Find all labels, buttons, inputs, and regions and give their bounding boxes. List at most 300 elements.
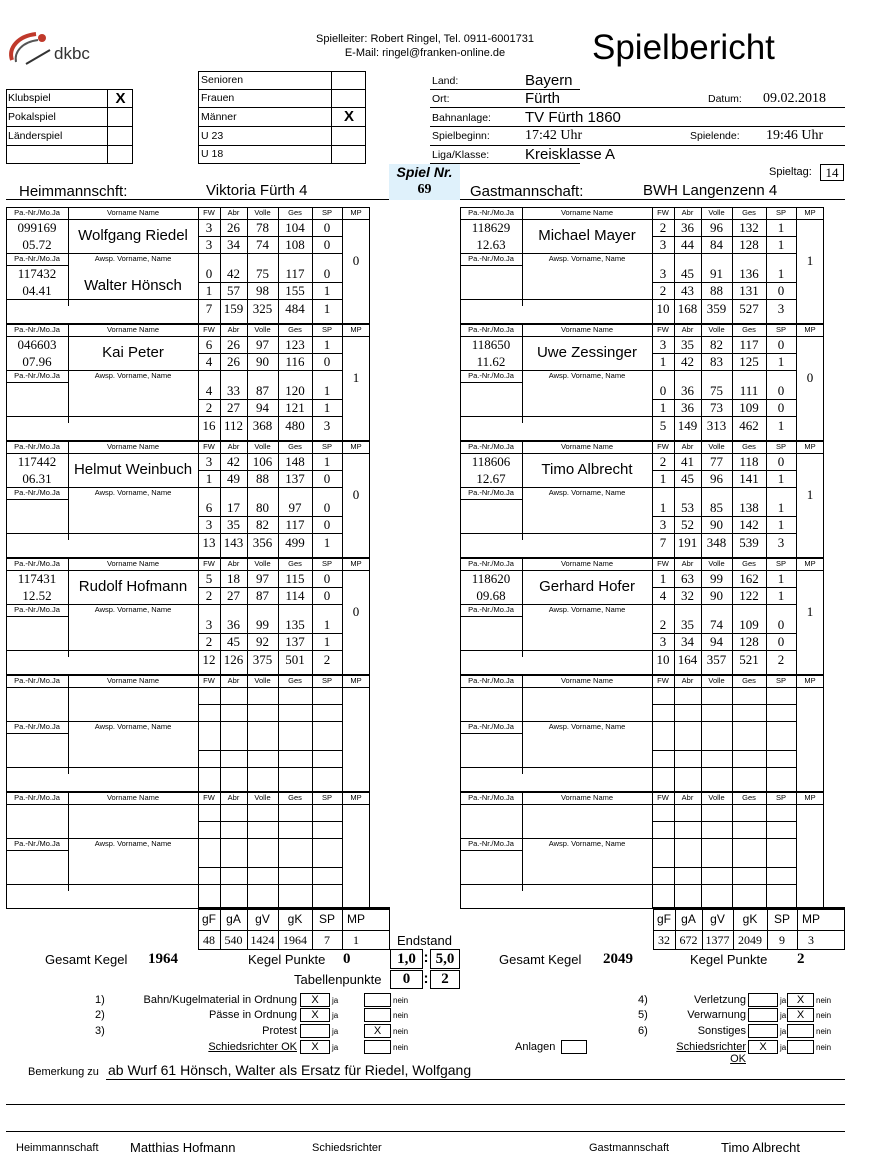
match-points[interactable]: 1 xyxy=(806,487,814,502)
score-cell[interactable]: 122 xyxy=(739,588,759,603)
total-cell[interactable]: 168 xyxy=(677,301,698,316)
player-pass-number[interactable]: 117431 xyxy=(17,571,57,586)
score-cell[interactable]: 1 xyxy=(777,588,785,603)
score-cell[interactable]: 42 xyxy=(681,354,694,369)
score-cell[interactable]: 32 xyxy=(681,588,694,603)
score-cell[interactable]: 2 xyxy=(659,454,667,469)
score-cell[interactable]: 43 xyxy=(681,283,694,298)
score-cell[interactable]: 91 xyxy=(710,266,723,281)
total-cell[interactable]: 3 xyxy=(323,418,331,433)
player-pass-number[interactable]: 117442 xyxy=(17,454,57,469)
home-team-name: Viktoria Fürth 4 xyxy=(206,182,308,199)
score-cell[interactable]: 3 xyxy=(205,220,213,235)
score-cell[interactable]: 1 xyxy=(323,400,331,415)
score-cell[interactable]: 1 xyxy=(659,354,667,369)
score-cell[interactable]: 109 xyxy=(739,617,759,632)
sig-away-name: Timo Albrecht xyxy=(721,1140,800,1155)
player-pass-number[interactable]: 118650 xyxy=(471,337,511,352)
player-name[interactable]: Timo Albrecht xyxy=(541,461,633,478)
check-nein-box[interactable] xyxy=(364,1040,391,1054)
score-cell[interactable]: 94 xyxy=(256,400,269,415)
total-cell[interactable]: 357 xyxy=(706,652,727,667)
check-nein-box[interactable] xyxy=(364,1008,391,1022)
score-cell[interactable]: 35 xyxy=(227,517,240,532)
sig-home-name: Matthias Hofmann xyxy=(130,1140,236,1155)
score-cell[interactable]: 92 xyxy=(256,634,269,649)
total-cell[interactable]: 149 xyxy=(677,418,698,433)
score-cell[interactable]: 3 xyxy=(659,266,667,281)
score-cell[interactable]: 125 xyxy=(739,354,759,369)
player-name[interactable]: Uwe Zessinger xyxy=(536,344,638,361)
totals-header: gV xyxy=(710,912,725,926)
sp-header: SP xyxy=(321,676,332,685)
score-cell[interactable]: 132 xyxy=(739,220,759,235)
check-ja-box[interactable] xyxy=(748,993,778,1007)
score-cell[interactable]: 94 xyxy=(710,634,723,649)
score-cell[interactable]: 142 xyxy=(739,517,759,532)
score-cell[interactable]: 97 xyxy=(256,571,269,586)
score-cell[interactable]: 128 xyxy=(739,237,759,252)
score-cell[interactable]: 97 xyxy=(288,500,302,515)
score-cell[interactable]: 138 xyxy=(739,500,759,515)
score-cell[interactable]: 45 xyxy=(681,266,694,281)
total-cell[interactable]: 356 xyxy=(252,535,273,550)
score-cell[interactable]: 26 xyxy=(227,354,240,369)
total-cell[interactable]: 191 xyxy=(677,535,698,550)
score-cell[interactable]: 120 xyxy=(285,383,305,398)
total-cell[interactable]: 313 xyxy=(706,418,727,433)
player-birth-month[interactable]: 12.67 xyxy=(476,471,506,486)
score-cell[interactable]: 0 xyxy=(777,337,785,352)
player-name[interactable]: Gerhard Hofer xyxy=(539,578,635,595)
score-cell[interactable]: 57 xyxy=(227,283,240,298)
score-cell[interactable]: 53 xyxy=(681,500,694,515)
score-cell[interactable]: 148 xyxy=(285,454,305,469)
score-cell[interactable]: 4 xyxy=(659,588,667,603)
player-birth-month[interactable]: 11.62 xyxy=(476,354,506,369)
check-ja-box[interactable]: X xyxy=(300,1008,330,1022)
score-cell[interactable]: 1 xyxy=(777,517,785,532)
check-nein-box[interactable]: X xyxy=(787,993,814,1007)
score-cell[interactable]: 115 xyxy=(285,571,305,586)
score-cell[interactable]: 80 xyxy=(256,500,269,515)
player-birth-month[interactable]: 12.52 xyxy=(22,588,52,603)
score-cell[interactable]: 1 xyxy=(777,571,785,586)
match-points[interactable]: 0 xyxy=(352,487,360,502)
score-cell[interactable]: 117 xyxy=(739,337,759,352)
score-home: 1,0 xyxy=(390,949,423,969)
score-cell[interactable]: 73 xyxy=(710,400,723,415)
abr-header: Abr xyxy=(681,208,694,217)
score-cell[interactable]: 1 xyxy=(659,500,667,515)
score-cell[interactable]: 0 xyxy=(777,617,785,632)
total-cell[interactable]: 1 xyxy=(323,301,331,316)
check-ja-box[interactable] xyxy=(748,1008,778,1022)
check-ja-box[interactable]: X xyxy=(300,993,330,1007)
score-cell[interactable]: 35 xyxy=(681,617,694,632)
score-cell[interactable]: 85 xyxy=(710,500,723,515)
score-cell[interactable]: 27 xyxy=(227,400,240,415)
anlagen-label: Anlagen xyxy=(515,1041,556,1053)
score-cell[interactable]: 75 xyxy=(710,383,723,398)
score-cell[interactable]: 36 xyxy=(681,383,694,398)
score-cell[interactable]: 111 xyxy=(739,383,759,398)
score-cell[interactable]: 90 xyxy=(710,588,723,603)
score-cell[interactable]: 0 xyxy=(777,454,785,469)
total-cell[interactable]: 112 xyxy=(223,418,244,433)
score-cell[interactable]: 45 xyxy=(681,471,694,486)
abr-header: Abr xyxy=(227,208,240,217)
score-cell[interactable]: 136 xyxy=(739,266,759,281)
totals-header: gF xyxy=(656,912,671,926)
total-cell[interactable]: 521 xyxy=(739,652,759,667)
score-cell[interactable]: 41 xyxy=(681,454,694,469)
totals-header: gK xyxy=(742,912,758,926)
score-cell[interactable]: 27 xyxy=(227,588,240,603)
score-cell[interactable]: 3 xyxy=(659,634,667,649)
score-cell[interactable]: 90 xyxy=(256,354,269,369)
total-cell[interactable]: 13 xyxy=(202,535,216,550)
score-cell[interactable]: 49 xyxy=(227,471,240,486)
total-cell[interactable]: 3 xyxy=(777,301,785,316)
total-cell[interactable]: 348 xyxy=(706,535,727,550)
player-name[interactable]: Rudolf Hofmann xyxy=(78,578,188,595)
score-cell[interactable]: 106 xyxy=(252,454,273,469)
score-cell[interactable]: 1 xyxy=(659,400,667,415)
score-cell[interactable]: 118 xyxy=(739,454,759,469)
total-cell[interactable]: 143 xyxy=(223,535,244,550)
score-cell[interactable]: 63 xyxy=(681,571,694,586)
score-cell[interactable]: 78 xyxy=(256,220,269,235)
abr-header: Abr xyxy=(681,793,694,802)
check-ja-box[interactable]: X xyxy=(748,1040,778,1054)
score-cell[interactable]: 99 xyxy=(256,617,269,632)
score-cell[interactable]: 33 xyxy=(227,383,240,398)
score-cell[interactable]: 0 xyxy=(323,500,331,515)
score-cell[interactable]: 36 xyxy=(227,617,240,632)
total-cell[interactable]: 10 xyxy=(656,652,670,667)
abr-header: Abr xyxy=(681,325,694,334)
score-cell[interactable]: 87 xyxy=(256,588,269,603)
score-cell[interactable]: 4 xyxy=(205,354,213,369)
total-cell[interactable]: 159 xyxy=(223,301,244,316)
fw-header: FW xyxy=(203,793,215,802)
total-cell[interactable]: 499 xyxy=(285,535,305,550)
email-line: E-Mail: ringel@franken-online.de xyxy=(344,47,506,59)
awsp-header: Awsp. Vorname, Name xyxy=(548,371,626,380)
total-cell[interactable]: 539 xyxy=(739,535,759,550)
score-cell[interactable]: 1 xyxy=(777,266,785,281)
score-cell[interactable]: 123 xyxy=(285,337,305,352)
total-cell[interactable]: 2 xyxy=(323,652,331,667)
score-cell[interactable]: 2 xyxy=(659,283,667,298)
score-cell[interactable]: 42 xyxy=(227,266,240,281)
score-cell[interactable]: 116 xyxy=(285,354,305,369)
score-cell[interactable]: 88 xyxy=(710,283,723,298)
score-cell[interactable]: 0 xyxy=(323,237,331,252)
total-cell[interactable]: 2 xyxy=(777,652,785,667)
total-cell[interactable]: 1 xyxy=(323,535,331,550)
score-cell[interactable]: 0 xyxy=(659,383,667,398)
total-cell[interactable]: 164 xyxy=(677,652,698,667)
score-cell[interactable]: 0 xyxy=(323,471,331,486)
score-cell[interactable]: 121 xyxy=(285,400,305,415)
total-cell[interactable]: 16 xyxy=(202,418,216,433)
score-cell[interactable]: 35 xyxy=(681,337,694,352)
nein-label: nein xyxy=(816,1027,832,1036)
check-ja-box[interactable]: X xyxy=(300,1040,330,1054)
total-cell[interactable]: 368 xyxy=(252,418,273,433)
check-number: 2) xyxy=(95,1009,105,1021)
total-cell[interactable]: 462 xyxy=(739,418,759,433)
score-cell[interactable]: 0 xyxy=(323,588,331,603)
score-cell[interactable]: 3 xyxy=(205,517,213,532)
match-points[interactable]: 1 xyxy=(806,604,814,619)
score-cell[interactable]: 0 xyxy=(323,571,331,586)
pa-header: Pa.-Nr./Mo.Ja xyxy=(14,488,60,497)
score-cell[interactable]: 52 xyxy=(681,517,694,532)
score-cell[interactable]: 36 xyxy=(681,220,694,235)
score-cell[interactable]: 3 xyxy=(659,337,667,352)
match-points[interactable]: 0 xyxy=(352,604,360,619)
score-cell[interactable]: 2 xyxy=(659,617,667,632)
check-number: 5) xyxy=(638,1009,648,1021)
score-cell[interactable]: 109 xyxy=(739,400,759,415)
check-ja-box[interactable] xyxy=(748,1024,778,1038)
score-cell[interactable]: 1 xyxy=(323,283,331,298)
ges-header: Ges xyxy=(288,208,302,217)
score-cell[interactable]: 44 xyxy=(681,237,694,252)
score-cell[interactable]: 0 xyxy=(205,266,213,281)
score-cell[interactable]: 6 xyxy=(205,500,213,515)
sub-pass-number[interactable]: 117432 xyxy=(17,266,57,281)
score-cell[interactable]: 17 xyxy=(227,500,240,515)
category-mark-2[interactable]: X xyxy=(343,108,354,125)
player-birth-month[interactable]: 12.63 xyxy=(476,237,506,252)
total-cell[interactable]: 484 xyxy=(285,301,305,316)
score-cell[interactable]: 1 xyxy=(323,617,331,632)
score-cell[interactable]: 75 xyxy=(256,266,269,281)
ges-header: Ges xyxy=(742,442,756,451)
total-cell[interactable]: 480 xyxy=(285,418,305,433)
total-cell[interactable]: 12 xyxy=(202,652,216,667)
player-pass-number[interactable]: 099169 xyxy=(17,220,57,235)
score-cell[interactable]: 131 xyxy=(739,283,759,298)
ja-label: ja xyxy=(332,996,339,1005)
name-header: Vorname Name xyxy=(106,676,160,685)
score-cell[interactable]: 3 xyxy=(659,237,667,252)
score-cell[interactable]: 3 xyxy=(205,454,213,469)
total-cell[interactable]: 5 xyxy=(659,418,667,433)
anlagen-box[interactable] xyxy=(561,1040,587,1054)
total-cell[interactable]: 1 xyxy=(777,418,785,433)
logo xyxy=(6,30,106,70)
score-cell[interactable]: 87 xyxy=(256,383,269,398)
player-birth-month[interactable]: 06.31 xyxy=(22,471,52,486)
match-points[interactable]: 1 xyxy=(806,253,814,268)
score-cell[interactable]: 98 xyxy=(256,283,269,298)
score-cell[interactable]: 5 xyxy=(205,571,213,586)
score-cell[interactable]: 74 xyxy=(710,617,723,632)
score-cell[interactable]: 2 xyxy=(205,400,213,415)
score-cell[interactable]: 1 xyxy=(205,471,213,486)
totals-value: 2049 xyxy=(738,933,762,947)
score-cell[interactable]: 1 xyxy=(777,500,785,515)
score-cell[interactable]: 1 xyxy=(659,571,667,586)
score-cell[interactable]: 1 xyxy=(777,220,785,235)
player-birth-month[interactable]: 05.72 xyxy=(22,237,52,252)
score-cell[interactable]: 1 xyxy=(777,471,785,486)
total-cell[interactable]: 7 xyxy=(659,535,667,550)
player-name[interactable]: Helmut Weinbuch xyxy=(73,461,193,478)
total-cell[interactable]: 325 xyxy=(252,301,273,316)
total-cell[interactable]: 375 xyxy=(252,652,273,667)
score-cell[interactable]: 1 xyxy=(323,337,331,352)
score-cell[interactable]: 0 xyxy=(323,354,331,369)
score-cell[interactable]: 155 xyxy=(285,283,305,298)
score-cell[interactable]: 34 xyxy=(227,237,240,252)
player-pass-number[interactable]: 118606 xyxy=(471,454,511,469)
check-nein-box[interactable]: X xyxy=(787,1008,814,1022)
score-cell[interactable]: 0 xyxy=(777,283,785,298)
score-cell[interactable]: 45 xyxy=(227,634,240,649)
total-cell[interactable]: 3 xyxy=(777,535,785,550)
score-cell[interactable]: 1 xyxy=(777,354,785,369)
score-cell[interactable]: 26 xyxy=(227,337,240,352)
player-name[interactable]: Michael Mayer xyxy=(538,227,636,244)
score-cell[interactable]: 84 xyxy=(710,237,723,252)
sub-birth-month[interactable]: 04.41 xyxy=(22,283,52,298)
score-cell[interactable]: 99 xyxy=(710,571,723,586)
total-cell[interactable]: 359 xyxy=(706,301,727,316)
score-cell[interactable]: 97 xyxy=(256,337,269,352)
check-nein-box[interactable] xyxy=(787,1024,814,1038)
ja-label: ja xyxy=(332,1043,339,1052)
score-cell[interactable]: 1 xyxy=(323,634,331,649)
score-cell[interactable]: 1 xyxy=(323,383,331,398)
score-cell[interactable]: 96 xyxy=(710,220,723,235)
check-nein-box[interactable] xyxy=(787,1040,814,1054)
remark-text[interactable]: ab Wurf 61 Hönsch, Walter als Ersatz für Riedel, Wolfgang xyxy=(108,1062,472,1078)
check-nein-box[interactable] xyxy=(364,993,391,1007)
pa-header: Pa.-Nr./Mo.Ja xyxy=(14,559,60,568)
score-cell[interactable]: 162 xyxy=(739,571,759,586)
score-cell[interactable]: 2 xyxy=(205,588,213,603)
score-cell[interactable]: 4 xyxy=(205,383,213,398)
total-cell[interactable]: 126 xyxy=(223,652,244,667)
score-cell[interactable]: 2 xyxy=(659,220,667,235)
match-points[interactable]: 1 xyxy=(352,370,360,385)
score-cell[interactable]: 34 xyxy=(681,634,694,649)
score-cell[interactable]: 141 xyxy=(739,471,759,486)
away-kp-value: 2 xyxy=(797,951,805,967)
check-ja-box[interactable] xyxy=(300,1024,330,1038)
score-cell[interactable]: 83 xyxy=(710,354,723,369)
score-cell[interactable]: 137 xyxy=(285,471,305,486)
check-nein-box[interactable]: X xyxy=(364,1024,391,1038)
score-cell[interactable]: 117 xyxy=(285,517,305,532)
totals-header: SP xyxy=(773,912,790,926)
name-header: Vorname Name xyxy=(106,208,160,217)
score-cell[interactable]: 88 xyxy=(256,471,269,486)
spieltag-value: 14 xyxy=(820,164,844,181)
score-cell[interactable]: 114 xyxy=(285,588,305,603)
match-points[interactable]: 0 xyxy=(352,253,360,268)
player-birth-month[interactable]: 09.68 xyxy=(476,588,506,603)
score-cell[interactable]: 74 xyxy=(256,237,269,252)
score-cell[interactable]: 18 xyxy=(227,571,240,586)
score-cell[interactable]: 82 xyxy=(256,517,269,532)
score-cell[interactable]: 0 xyxy=(777,634,785,649)
score-cell[interactable]: 1 xyxy=(659,471,667,486)
score-cell[interactable]: 1 xyxy=(323,454,331,469)
score-cell[interactable]: 82 xyxy=(710,337,723,352)
total-cell[interactable]: 10 xyxy=(656,301,670,316)
player-pass-number[interactable]: 046603 xyxy=(17,337,57,352)
match-points[interactable]: 0 xyxy=(806,370,814,385)
score-cell[interactable]: 3 xyxy=(659,517,667,532)
total-cell[interactable]: 527 xyxy=(739,301,759,316)
pa-header: Pa.-Nr./Mo.Ja xyxy=(14,722,60,731)
score-cell[interactable]: 108 xyxy=(285,237,305,252)
score-cell[interactable]: 6 xyxy=(205,337,213,352)
score-cell[interactable]: 0 xyxy=(323,266,331,281)
score-cell[interactable]: 1 xyxy=(777,237,785,252)
awsp-header: Awsp. Vorname, Name xyxy=(94,722,172,731)
score-cell[interactable]: 3 xyxy=(205,617,213,632)
totals-value: 540 xyxy=(224,933,243,947)
totals-value: 9 xyxy=(779,933,785,947)
player-name[interactable]: Kai Peter xyxy=(102,344,164,361)
score-cell[interactable]: 77 xyxy=(710,454,723,469)
score-cell[interactable]: 26 xyxy=(227,220,240,235)
score-cell[interactable]: 137 xyxy=(285,634,305,649)
score-cell[interactable]: 0 xyxy=(323,220,331,235)
score-cell[interactable]: 0 xyxy=(777,383,785,398)
score-cell[interactable]: 1 xyxy=(205,283,213,298)
score-cell[interactable]: 2 xyxy=(205,634,213,649)
ja-label: ja xyxy=(780,996,787,1005)
total-cell[interactable]: 501 xyxy=(285,652,305,667)
score-cell[interactable]: 36 xyxy=(681,400,694,415)
score-cell[interactable]: 3 xyxy=(205,237,213,252)
score-cell[interactable]: 117 xyxy=(285,266,305,281)
volle-header: Volle xyxy=(708,559,725,568)
player-pass-number[interactable]: 118629 xyxy=(471,220,511,235)
score-cell[interactable]: 42 xyxy=(227,454,240,469)
score-cell[interactable]: 96 xyxy=(710,471,723,486)
volle-header: Volle xyxy=(254,793,271,802)
match-type-mark-0[interactable]: X xyxy=(115,90,126,107)
pa-header: Pa.-Nr./Mo.Ja xyxy=(468,605,514,614)
totals-header: SP xyxy=(318,912,335,926)
pa-header: Pa.-Nr./Mo.Ja xyxy=(14,254,60,263)
score-cell[interactable]: 104 xyxy=(285,220,305,235)
player-pass-number[interactable]: 118620 xyxy=(471,571,511,586)
ges-header: Ges xyxy=(742,676,756,685)
score-cell[interactable]: 0 xyxy=(323,517,331,532)
player-birth-month[interactable]: 07.96 xyxy=(22,354,52,369)
score-cell[interactable]: 0 xyxy=(777,400,785,415)
total-cell[interactable]: 7 xyxy=(205,301,213,316)
score-cell[interactable]: 128 xyxy=(739,634,759,649)
tab-home: 0 xyxy=(390,970,423,989)
nein-label: nein xyxy=(816,1043,832,1052)
player-name[interactable]: Wolfgang Riedel xyxy=(78,227,188,244)
score-cell[interactable]: 135 xyxy=(285,617,305,632)
score-cell[interactable]: 90 xyxy=(710,517,723,532)
sub-player-name[interactable]: Walter Hönsch xyxy=(84,277,182,294)
